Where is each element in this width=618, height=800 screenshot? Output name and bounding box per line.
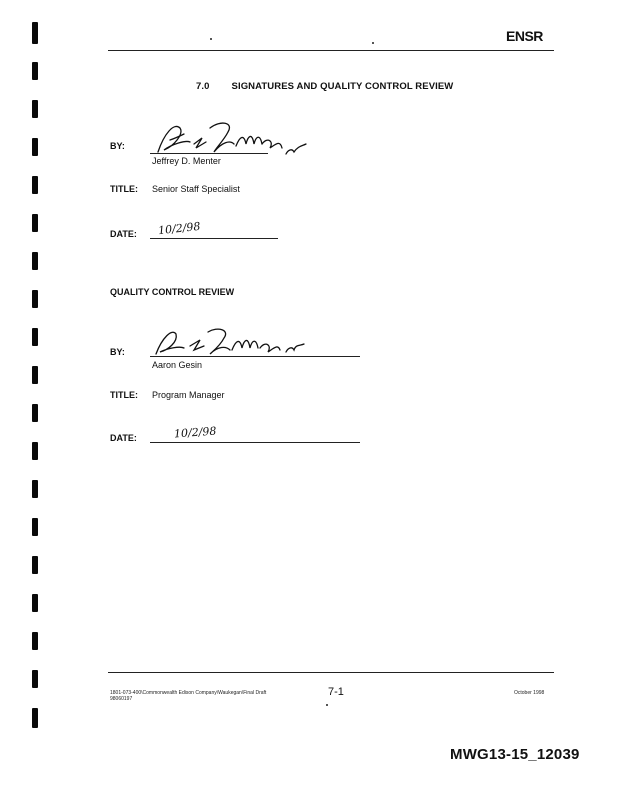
signature-jeffrey-menter	[150, 114, 320, 162]
qc-signature-line	[150, 356, 360, 357]
scan-speck	[326, 704, 328, 706]
qc-date-label: DATE:	[110, 433, 137, 443]
signatory-title: Senior Staff Specialist	[152, 184, 240, 194]
footer-doc-ref-line2: 98060197	[110, 696, 133, 702]
footer-date: October 1998	[514, 690, 545, 696]
signature-line	[150, 153, 268, 154]
page-number: 7-1	[328, 686, 344, 698]
scan-speck	[372, 42, 374, 44]
company-logo: ENSR	[506, 28, 543, 44]
qc-date: 10/2/98	[173, 424, 217, 441]
qc-heading: QUALITY CONTROL REVIEW	[110, 287, 235, 297]
footer-rule	[108, 672, 554, 673]
section-number: 7.0	[196, 81, 210, 92]
signatory-name: Jeffrey D. Menter	[152, 156, 221, 166]
footer-doc-ref-line1: 1801-073-400\Commonwealth Edison Company\Waukegan\Final Draft	[110, 690, 267, 696]
signature-qc-review	[150, 320, 320, 364]
date-label: DATE:	[110, 229, 137, 239]
qc-title: Program Manager	[152, 390, 225, 400]
qc-by-label: BY:	[110, 347, 125, 357]
footer-doc-ref	[110, 690, 266, 702]
scan-speck	[210, 38, 212, 40]
signatory-date: 10/2/98	[157, 219, 201, 238]
header-rule	[108, 50, 554, 51]
date-line	[150, 238, 278, 239]
qc-title-label: TITLE:	[110, 390, 138, 400]
qc-date-line	[150, 442, 360, 443]
section-title: SIGNATURES AND QUALITY CONTROL REVIEW	[231, 81, 454, 92]
qc-name: Aaron Gesin	[152, 360, 203, 370]
section-heading	[196, 81, 453, 92]
bates-stamp: MWG13-15_12039	[450, 746, 580, 763]
by-label: BY:	[110, 141, 125, 151]
title-label: TITLE:	[110, 184, 138, 194]
